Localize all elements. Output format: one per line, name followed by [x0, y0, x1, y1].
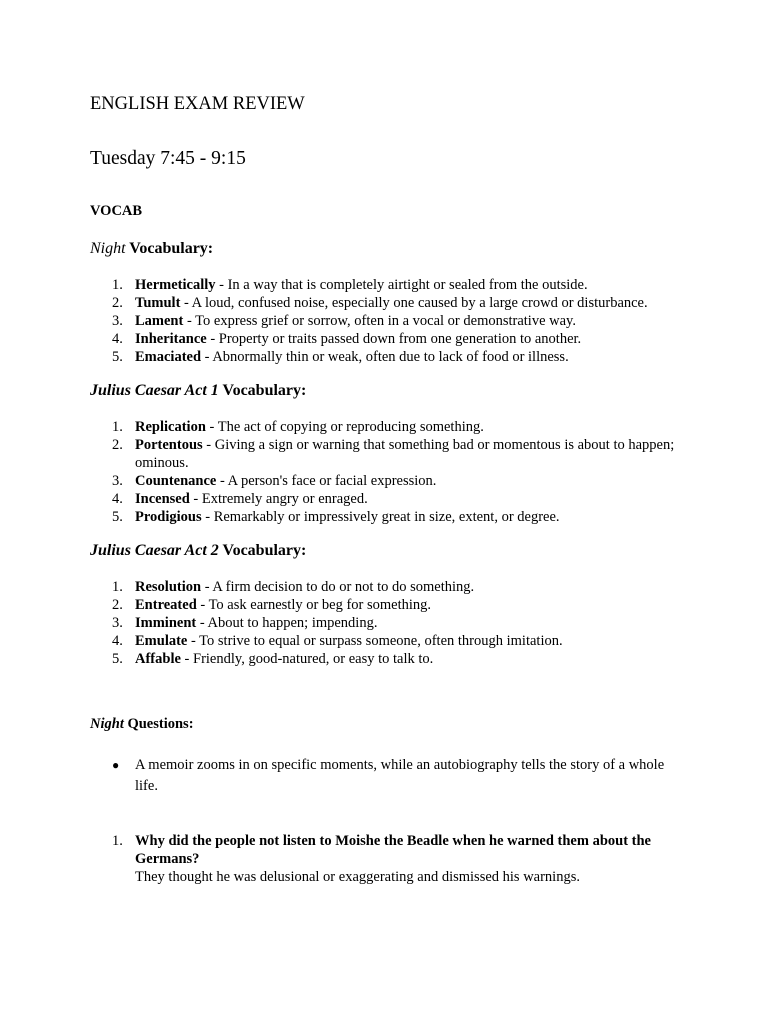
question-text: Why did the people not listen to Moishe the Beadle when he warned them about the Germans?	[135, 833, 651, 867]
vocab-definition: - Extremely angry or enraged.	[189, 491, 368, 507]
night-vocab-heading-rest: Vocabulary:	[125, 240, 214, 257]
vocab-term: Prodigious	[135, 509, 202, 525]
list-number: 5.	[112, 509, 123, 525]
jc-act2-vocab-list	[90, 578, 680, 668]
vocab-definition: - In a way that is completely airtight or sealed from the outside.	[215, 277, 588, 293]
list-number: 4.	[112, 633, 123, 649]
list-item	[90, 294, 680, 312]
vocab-term: Emaciated	[135, 349, 202, 365]
vocab-term: Imminent	[135, 615, 197, 631]
vocab-definition: - Abnormally thin or weak, often due to lack of food or illness.	[201, 349, 569, 365]
list-number: 3.	[112, 473, 123, 489]
list-item	[90, 508, 680, 526]
list-number: 1.	[112, 579, 123, 595]
list-number: 4.	[112, 331, 123, 347]
list-item	[90, 614, 680, 632]
vocab-term: Incensed	[135, 491, 190, 507]
list-number: 1.	[112, 419, 123, 435]
list-number: 3.	[112, 313, 123, 329]
vocab-term: Emulate	[135, 633, 188, 649]
list-number: 5.	[112, 349, 123, 365]
vocab-term: Resolution	[135, 579, 202, 595]
vocab-definition: - About to happen; impending.	[196, 615, 378, 631]
vocab-term: Affable	[135, 651, 181, 667]
jc-act1-vocab-heading-rest: Vocabulary:	[218, 382, 307, 399]
vocab-definition: - Giving a sign or warning that something bad or momentous is about to happen; ominous.	[135, 437, 675, 471]
jc-act2-vocab-heading-italic: Julius Caesar Act 2	[90, 542, 219, 559]
vocab-term: Portentous	[135, 437, 203, 453]
list-item	[90, 418, 680, 436]
night-vocab-list	[90, 276, 680, 366]
list-item	[90, 472, 680, 490]
list-number: 5.	[112, 651, 123, 667]
note-text: A memoir zooms in on specific moments, while an autobiography tells the story of a whole life.	[135, 757, 665, 794]
list-number: 3.	[112, 615, 123, 631]
vocab-term: Replication	[135, 419, 206, 435]
list-item	[90, 436, 680, 472]
list-number: 2.	[112, 437, 123, 453]
list-number: 2.	[112, 597, 123, 613]
answer-text: They thought he was delusional or exaggerating and dismissed his warnings.	[135, 869, 580, 885]
list-item	[90, 490, 680, 508]
jc-act2-vocab-heading-rest: Vocabulary:	[218, 542, 307, 559]
list-item	[90, 632, 680, 650]
night-questions-heading-rest: Questions:	[123, 716, 194, 732]
vocab-term: Entreated	[135, 597, 197, 613]
list-item	[90, 755, 680, 797]
jc-act1-vocab-heading	[90, 382, 306, 400]
list-item	[90, 832, 680, 886]
night-notes-list	[90, 755, 680, 797]
vocab-definition: - Remarkably or impressively great in size, extent, or degree.	[201, 509, 560, 525]
jc-act2-vocab-heading	[90, 542, 306, 560]
list-item	[90, 578, 680, 596]
vocab-term: Hermetically	[135, 277, 216, 293]
vocab-definition: - A person's face or facial expression.	[216, 473, 437, 489]
list-item	[90, 348, 680, 366]
night-questions-heading	[90, 716, 194, 733]
vocab-term: Lament	[135, 313, 184, 329]
list-item	[90, 312, 680, 330]
list-number: 1.	[112, 277, 123, 293]
list-number: 2.	[112, 295, 123, 311]
vocab-term: Inheritance	[135, 331, 207, 347]
night-questions-list	[90, 832, 680, 886]
list-item	[90, 596, 680, 614]
jc-act1-vocab-list	[90, 418, 680, 526]
vocab-definition: - To ask earnestly or beg for something.	[196, 597, 432, 613]
bullet-icon: ●	[112, 758, 120, 772]
vocab-definition: - Friendly, good-natured, or easy to talk to.	[180, 651, 434, 667]
vocab-definition: - To strive to equal or surpass someone, often through imitation.	[187, 633, 563, 649]
vocab-definition: - To express grief or sorrow, often in a vocal or demonstrative way.	[183, 313, 576, 329]
list-item	[90, 650, 680, 668]
vocab-term: Tumult	[135, 295, 181, 311]
vocab-definition: - Property or traits passed down from one generation to another.	[206, 331, 582, 347]
vocab-definition: - A firm decision to do or not to do something.	[201, 579, 475, 595]
night-vocab-heading	[90, 240, 213, 258]
list-item	[90, 276, 680, 294]
exam-time: Tuesday 7:45 - 9:15	[90, 148, 246, 169]
vocab-term: Countenance	[135, 473, 217, 489]
list-number: 1.	[112, 833, 123, 849]
vocab-definition: - A loud, confused noise, especially one caused by a large crowd or disturbance.	[180, 295, 648, 311]
document-title: ENGLISH EXAM REVIEW	[90, 94, 305, 114]
vocab-definition: - The act of copying or reproducing something.	[205, 419, 484, 435]
list-number: 4.	[112, 491, 123, 507]
jc-act1-vocab-heading-italic: Julius Caesar Act 1	[90, 382, 219, 399]
night-vocab-heading-italic: Night	[90, 240, 126, 257]
list-item	[90, 330, 680, 348]
vocab-section-label: VOCAB	[90, 203, 143, 219]
night-questions-heading-italic: Night	[90, 716, 124, 732]
